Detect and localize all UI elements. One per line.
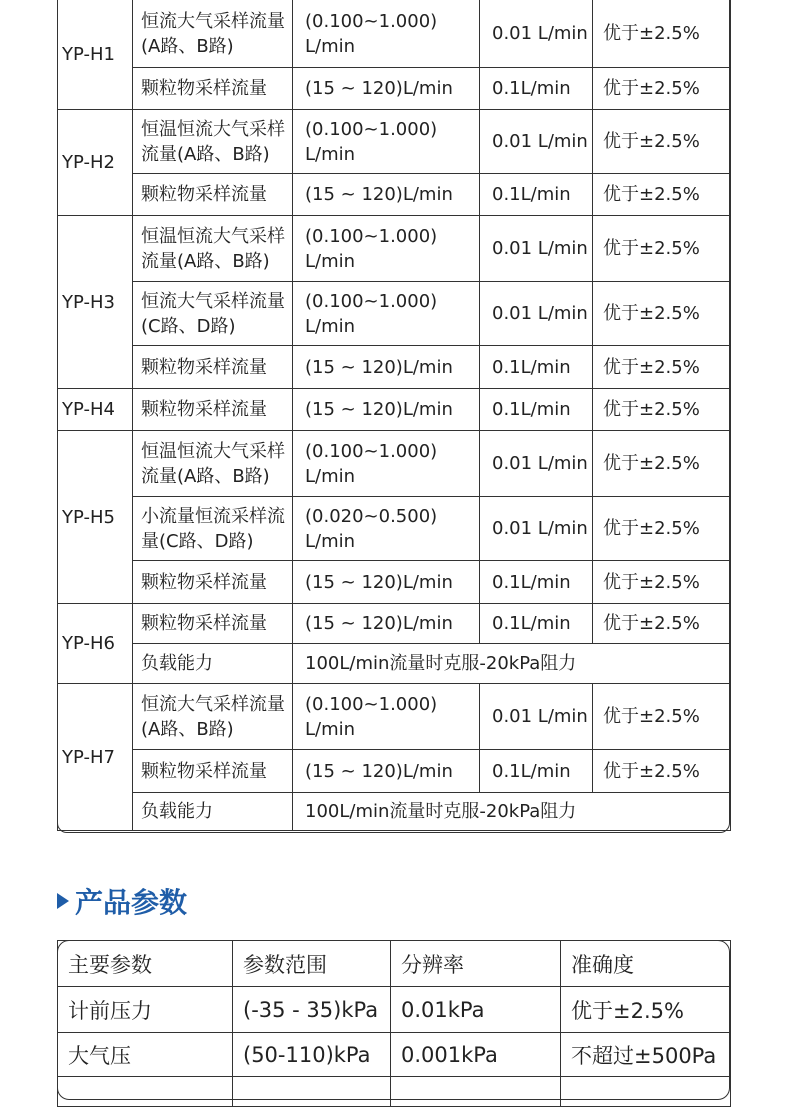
range-cell: (15 ~ 120)L/min bbox=[293, 389, 480, 431]
param-cell: 恒流大气采样流量(C路、D路) bbox=[133, 282, 293, 346]
param-cell: 颗粒物采样流量 bbox=[133, 68, 293, 110]
param-cell: 恒流大气采样流量(A路、B路) bbox=[133, 0, 293, 68]
accuracy-cell: 优于±2.5% bbox=[593, 110, 731, 174]
table-row bbox=[58, 389, 731, 431]
range-cell: (0.100~1.000) L/min bbox=[293, 216, 480, 282]
accuracy-cell: 优于±2.5% bbox=[593, 750, 731, 793]
section-heading bbox=[57, 881, 187, 921]
resolution-cell: 0.1L/min bbox=[480, 561, 593, 604]
resolution-cell: 0.1L/min bbox=[480, 346, 593, 389]
accuracy-cell: 优于±2.5% bbox=[593, 431, 731, 497]
table-row bbox=[58, 793, 731, 831]
table-cell bbox=[58, 1077, 233, 1107]
range-cell: (15 ~ 120)L/min bbox=[293, 68, 480, 110]
range-cell: (15 ~ 120)L/min bbox=[293, 604, 480, 644]
resolution-cell: 0.1L/min bbox=[480, 604, 593, 644]
table-row bbox=[58, 644, 731, 684]
resolution-cell: 0.1L/min bbox=[480, 750, 593, 793]
load-capacity-cell: 100L/min流量时克服-20kPa阻力 bbox=[293, 793, 731, 831]
table-row bbox=[58, 68, 731, 110]
table-row bbox=[58, 1033, 731, 1077]
range-cell: (15 ~ 120)L/min bbox=[293, 346, 480, 389]
model-cell: YP-H3 bbox=[58, 216, 133, 389]
param-cell: 恒流大气采样流量(A路、B路) bbox=[133, 684, 293, 750]
range-cell: (15 ~ 120)L/min bbox=[293, 174, 480, 216]
accuracy-cell: 优于±2.5% bbox=[593, 497, 731, 561]
table-cell: 0.01kPa bbox=[391, 987, 561, 1033]
table-row bbox=[58, 1077, 731, 1107]
param-cell: 颗粒物采样流量 bbox=[133, 561, 293, 604]
table-row bbox=[58, 0, 731, 68]
accuracy-cell: 优于±2.5% bbox=[593, 282, 731, 346]
resolution-cell: 0.01 L/min bbox=[480, 110, 593, 174]
table-row bbox=[58, 216, 731, 282]
accuracy-cell: 优于±2.5% bbox=[593, 346, 731, 389]
range-cell: (15 ~ 120)L/min bbox=[293, 750, 480, 793]
model-cell: YP-H6 bbox=[58, 604, 133, 684]
table-cell bbox=[233, 1077, 391, 1107]
range-cell: (0.100~1.000) L/min bbox=[293, 431, 480, 497]
accuracy-cell: 优于±2.5% bbox=[593, 684, 731, 750]
table-cell: 计前压力 bbox=[58, 987, 233, 1033]
resolution-cell: 0.1L/min bbox=[480, 389, 593, 431]
table-row bbox=[58, 110, 731, 174]
resolution-cell: 0.1L/min bbox=[480, 174, 593, 216]
table-row bbox=[58, 684, 731, 750]
table-row bbox=[58, 987, 731, 1033]
accuracy-cell: 优于±2.5% bbox=[593, 561, 731, 604]
table-cell bbox=[391, 1077, 561, 1107]
table-cell: 优于±2.5% bbox=[561, 987, 731, 1033]
range-cell: (0.100~1.000) L/min bbox=[293, 0, 480, 68]
header-cell: 参数范围 bbox=[233, 941, 391, 987]
header-cell: 分辨率 bbox=[391, 941, 561, 987]
param-cell: 颗粒物采样流量 bbox=[133, 389, 293, 431]
table-row bbox=[58, 174, 731, 216]
param-cell: 恒温恒流大气采样流量(A路、B路) bbox=[133, 110, 293, 174]
accuracy-cell: 优于±2.5% bbox=[593, 604, 731, 644]
accuracy-cell: 优于±2.5% bbox=[593, 68, 731, 110]
table-cell: 不超过±500Pa bbox=[561, 1033, 731, 1077]
accuracy-cell: 优于±2.5% bbox=[593, 216, 731, 282]
accuracy-cell: 优于±2.5% bbox=[593, 0, 731, 68]
table-cell bbox=[561, 1077, 731, 1107]
model-cell: YP-H5 bbox=[58, 431, 133, 604]
model-cell: YP-H4 bbox=[58, 389, 133, 431]
model-cell: YP-H2 bbox=[58, 110, 133, 216]
table-cell: 0.001kPa bbox=[391, 1033, 561, 1077]
table-row bbox=[58, 431, 731, 497]
resolution-cell: 0.01 L/min bbox=[480, 497, 593, 561]
param-cell: 颗粒物采样流量 bbox=[133, 174, 293, 216]
table-header-row bbox=[58, 941, 731, 987]
range-cell: (0.100~1.000) L/min bbox=[293, 684, 480, 750]
param-cell: 负载能力 bbox=[133, 644, 293, 684]
table-cell: (50-110)kPa bbox=[233, 1033, 391, 1077]
accuracy-cell: 优于±2.5% bbox=[593, 174, 731, 216]
load-capacity-cell: 100L/min流量时克服-20kPa阻力 bbox=[293, 644, 731, 684]
range-cell: (0.100~1.000) L/min bbox=[293, 110, 480, 174]
range-cell: (0.100~1.000) L/min bbox=[293, 282, 480, 346]
header-cell: 准确度 bbox=[561, 941, 731, 987]
resolution-cell: 0.01 L/min bbox=[480, 684, 593, 750]
resolution-cell: 0.01 L/min bbox=[480, 431, 593, 497]
resolution-cell: 0.01 L/min bbox=[480, 282, 593, 346]
param-cell: 负载能力 bbox=[133, 793, 293, 831]
spec-table bbox=[57, 0, 731, 831]
header-cell: 主要参数 bbox=[58, 941, 233, 987]
accuracy-cell: 优于±2.5% bbox=[593, 389, 731, 431]
param-cell: 恒温恒流大气采样流量(A路、B路) bbox=[133, 216, 293, 282]
range-cell: (0.020~0.500) L/min bbox=[293, 497, 480, 561]
table-row bbox=[58, 282, 731, 346]
resolution-cell: 0.1L/min bbox=[480, 68, 593, 110]
resolution-cell: 0.01 L/min bbox=[480, 0, 593, 68]
model-cell: YP-H7 bbox=[58, 684, 133, 831]
table-row bbox=[58, 750, 731, 793]
table-cell: (-35 - 35)kPa bbox=[233, 987, 391, 1033]
resolution-cell: 0.01 L/min bbox=[480, 216, 593, 282]
range-cell: (15 ~ 120)L/min bbox=[293, 561, 480, 604]
model-cell: YP-H1 bbox=[58, 0, 133, 110]
table-row bbox=[58, 604, 731, 644]
param-cell: 颗粒物采样流量 bbox=[133, 604, 293, 644]
param-cell: 小流量恒流采样流量(C路、D路) bbox=[133, 497, 293, 561]
param-cell: 颗粒物采样流量 bbox=[133, 346, 293, 389]
table-row bbox=[58, 497, 731, 561]
table-row bbox=[58, 561, 731, 604]
param-cell: 颗粒物采样流量 bbox=[133, 750, 293, 793]
section-title: 产品参数 bbox=[75, 886, 188, 919]
table-row bbox=[58, 346, 731, 389]
table-cell: 大气压 bbox=[58, 1033, 233, 1077]
param-cell: 恒温恒流大气采样流量(A路、B路) bbox=[133, 431, 293, 497]
triangle-bullet-icon bbox=[57, 893, 69, 909]
